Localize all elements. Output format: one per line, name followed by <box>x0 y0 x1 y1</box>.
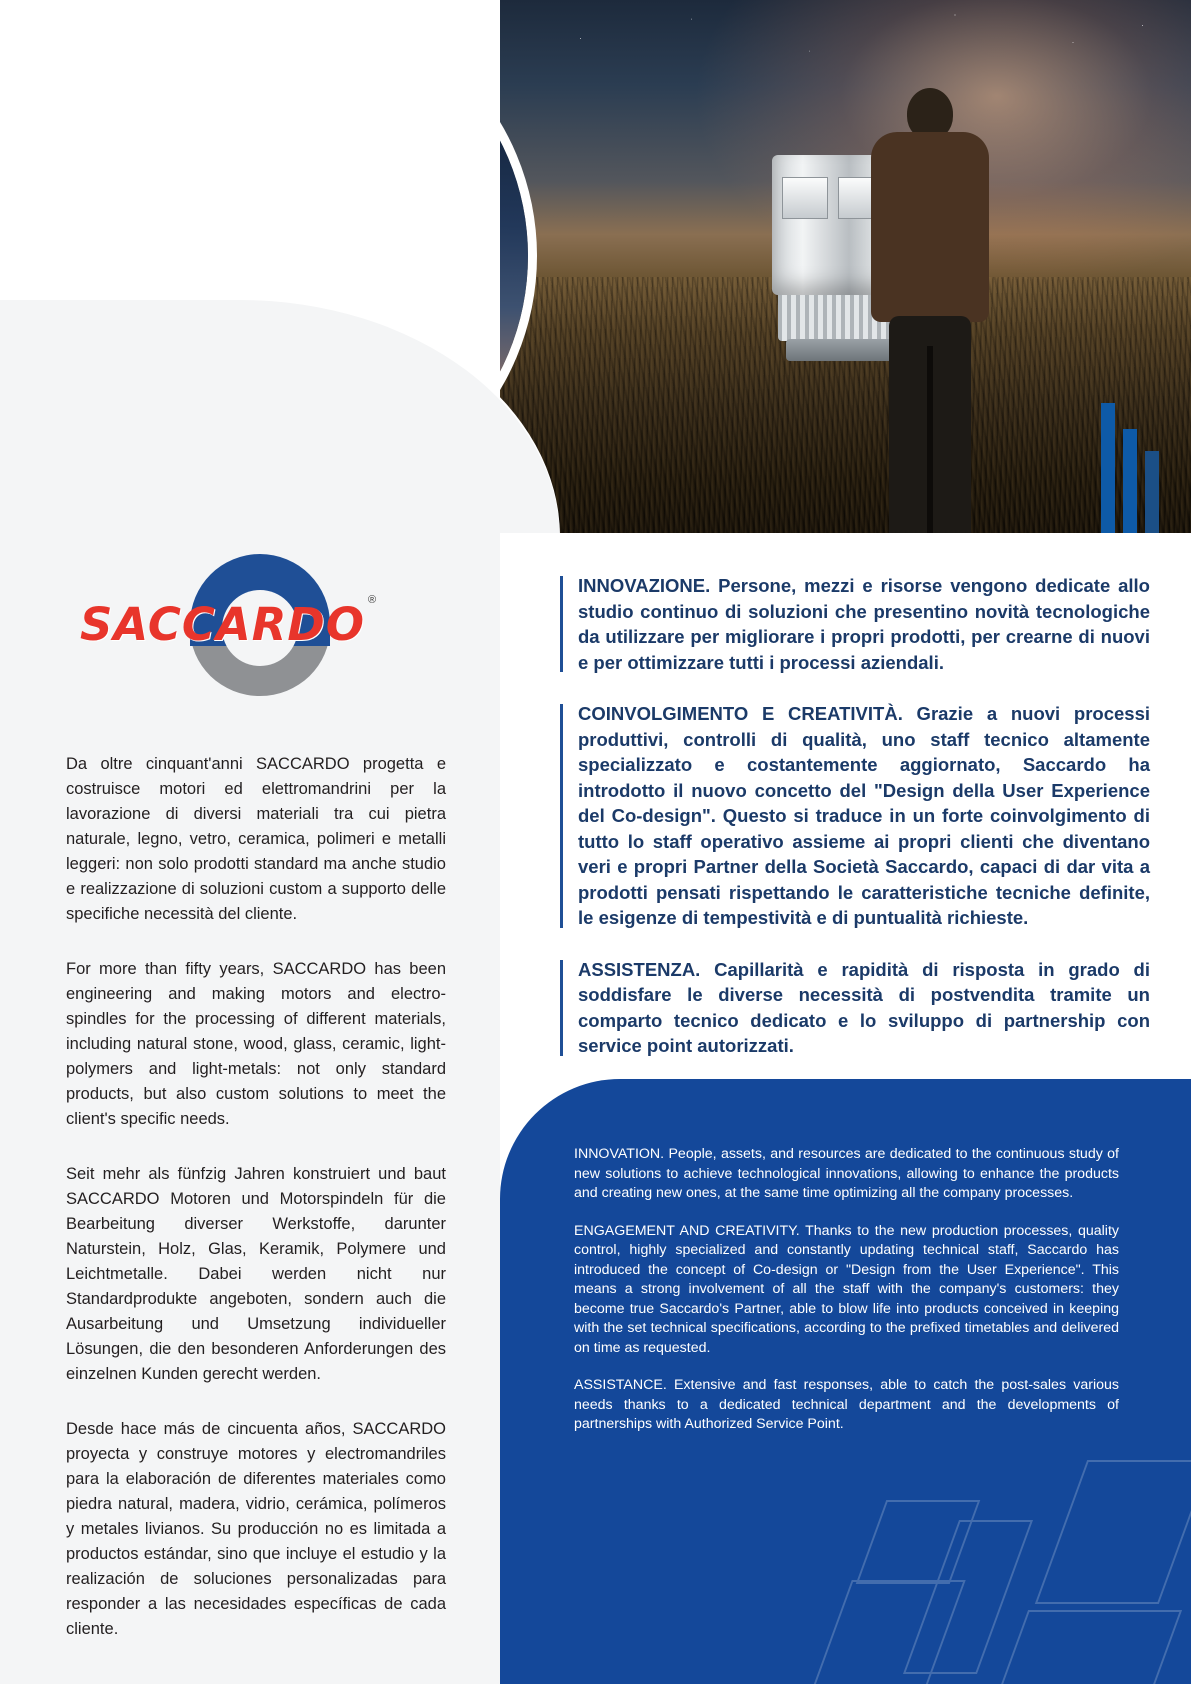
man-legs <box>889 316 971 533</box>
logo-wordmark: SACCARDO <box>80 598 365 651</box>
hero-imagery <box>0 0 1191 540</box>
values-quote-list <box>560 573 1150 1085</box>
paragraph-italian: Da oltre cinquant'anni SACCARDO progetta e costruisce motori ed elettromandrini per la lavorazione di diversi materiali tra cui pietra naturale, legno, vetro, ceramica, polimeri e metalli leggeri: non solo prodotti standard ma anche studio e realizzazione di soluzioni custom a supporto delle specifiche necessità del cliente. <box>66 755 446 923</box>
paragraph-spanish: Desde hace más de cincuenta años, SACCARDO proyecta y construye motores y electromandriles para la elaboración de diferentes materiales como piedra natural, madera, vidrio, cerámica, polímeros y metales livianos. Su producción no es limitada a productos estándar, sino que incluye el estudio y la realización de soluciones personalizadas para responder a las necesidades específicas de cada cliente. <box>66 1420 446 1638</box>
paragraph-innovation: INNOVATION. People, assets, and resources are dedicated to the continuous study of new solutions to achieve technological innovations, allowing to enhance the products and creating new ones, at the same time optimizing all the company processes. <box>574 1146 1119 1201</box>
saccardo-logo <box>80 554 420 704</box>
blue-english-panel <box>500 1079 1191 1684</box>
hero-photo-man-in-field <box>497 0 1191 533</box>
paragraph-english: For more than fifty years, SACCARDO has been engineering and making motors and electro-spindles for the processing of different materials, including natural stone, wood, glass, ceramic, light-polymers and light-metals: not only standard products, but also custom solutions to meet the client's specific needs. <box>66 960 446 1128</box>
quote-assistenza: ASSISTENZA. Capillarità e rapidità di risposta in grado di soddisfare le diverse necessità di postvendita tramite un comparto tecnico dedicato e lo sviluppo di partnership con service point autorizzati. <box>560 957 1150 1059</box>
quote-innovazione: INNOVAZIONE. Persone, mezzi e risorse vengono dedicate allo studio continuo di soluzioni che presentino novità tecnologiche da utilizzare per migliorare i propri prodotti, per crearne di nuovi e per ottimizzare tutti i processi aziendali. <box>560 573 1150 675</box>
english-values-text <box>574 1145 1119 1453</box>
registered-trademark-mark: ® <box>368 594 377 606</box>
blue-accent-bars <box>1101 401 1173 533</box>
man-jacket <box>871 132 989 322</box>
left-column <box>0 512 500 1684</box>
company-description-multilingual <box>66 752 446 1672</box>
paragraph-assistance: ASSISTANCE. Extensive and fast responses, able to catch the post-sales various needs thanks to a dedicated technical department and the developments of partnerships with Authorized Service Point. <box>574 1377 1119 1432</box>
paragraph-german: Seit mehr als fünfzig Jahren konstruiert und baut SACCARDO Motoren und Motorspindeln für die Bearbeitung diverser Werkstoffe, darunter Naturstein, Holz, Glas, Keramik, Polymere und Leichtmetalle. Dabei werden nicht nur Standardprodukte angeboten, sondern auch die Ausarbeitung und Umsetzung individueller Lösungen, die den besonderen Anforderungen des einzelnen Kunden gerecht werden. <box>66 1165 446 1383</box>
paragraph-engagement-creativity: ENGAGEMENT AND CREATIVITY. Thanks to the new production processes, quality control, highly specialized and constantly updating technical staff, Saccardo has introduced the concept of Co-design or "Design from the User Experience". This means a strong involvement of all the staff with the company's customers: they become true Saccardo's Partner, able to blow life into products conceived in keeping with the set technical specifications, according to the prefixed timetables and delivered on time as requested. <box>574 1222 1119 1356</box>
man-silhouette <box>849 88 999 533</box>
quote-coinvolgimento-creativita: COINVOLGIMENTO E CREATIVITÀ. Grazie a nuovi processi produttivi, controlli di qualità, uno staff tecnico altamente specializzato e costantemente aggiornato, Saccardo ha introdotto il nuovo concetto del "Design della User Experience del Co-design". Questo si traduce in un forte coinvolgimento di tutto lo staff operativo assieme ai propri clienti che diventano veri e propri Partner della Società Saccardo, capaci di dar vita a prodotti pensati rispettando le caratteristiche tecniche definite, le esigenze di tempestività e di puntualità richieste. <box>560 701 1150 931</box>
